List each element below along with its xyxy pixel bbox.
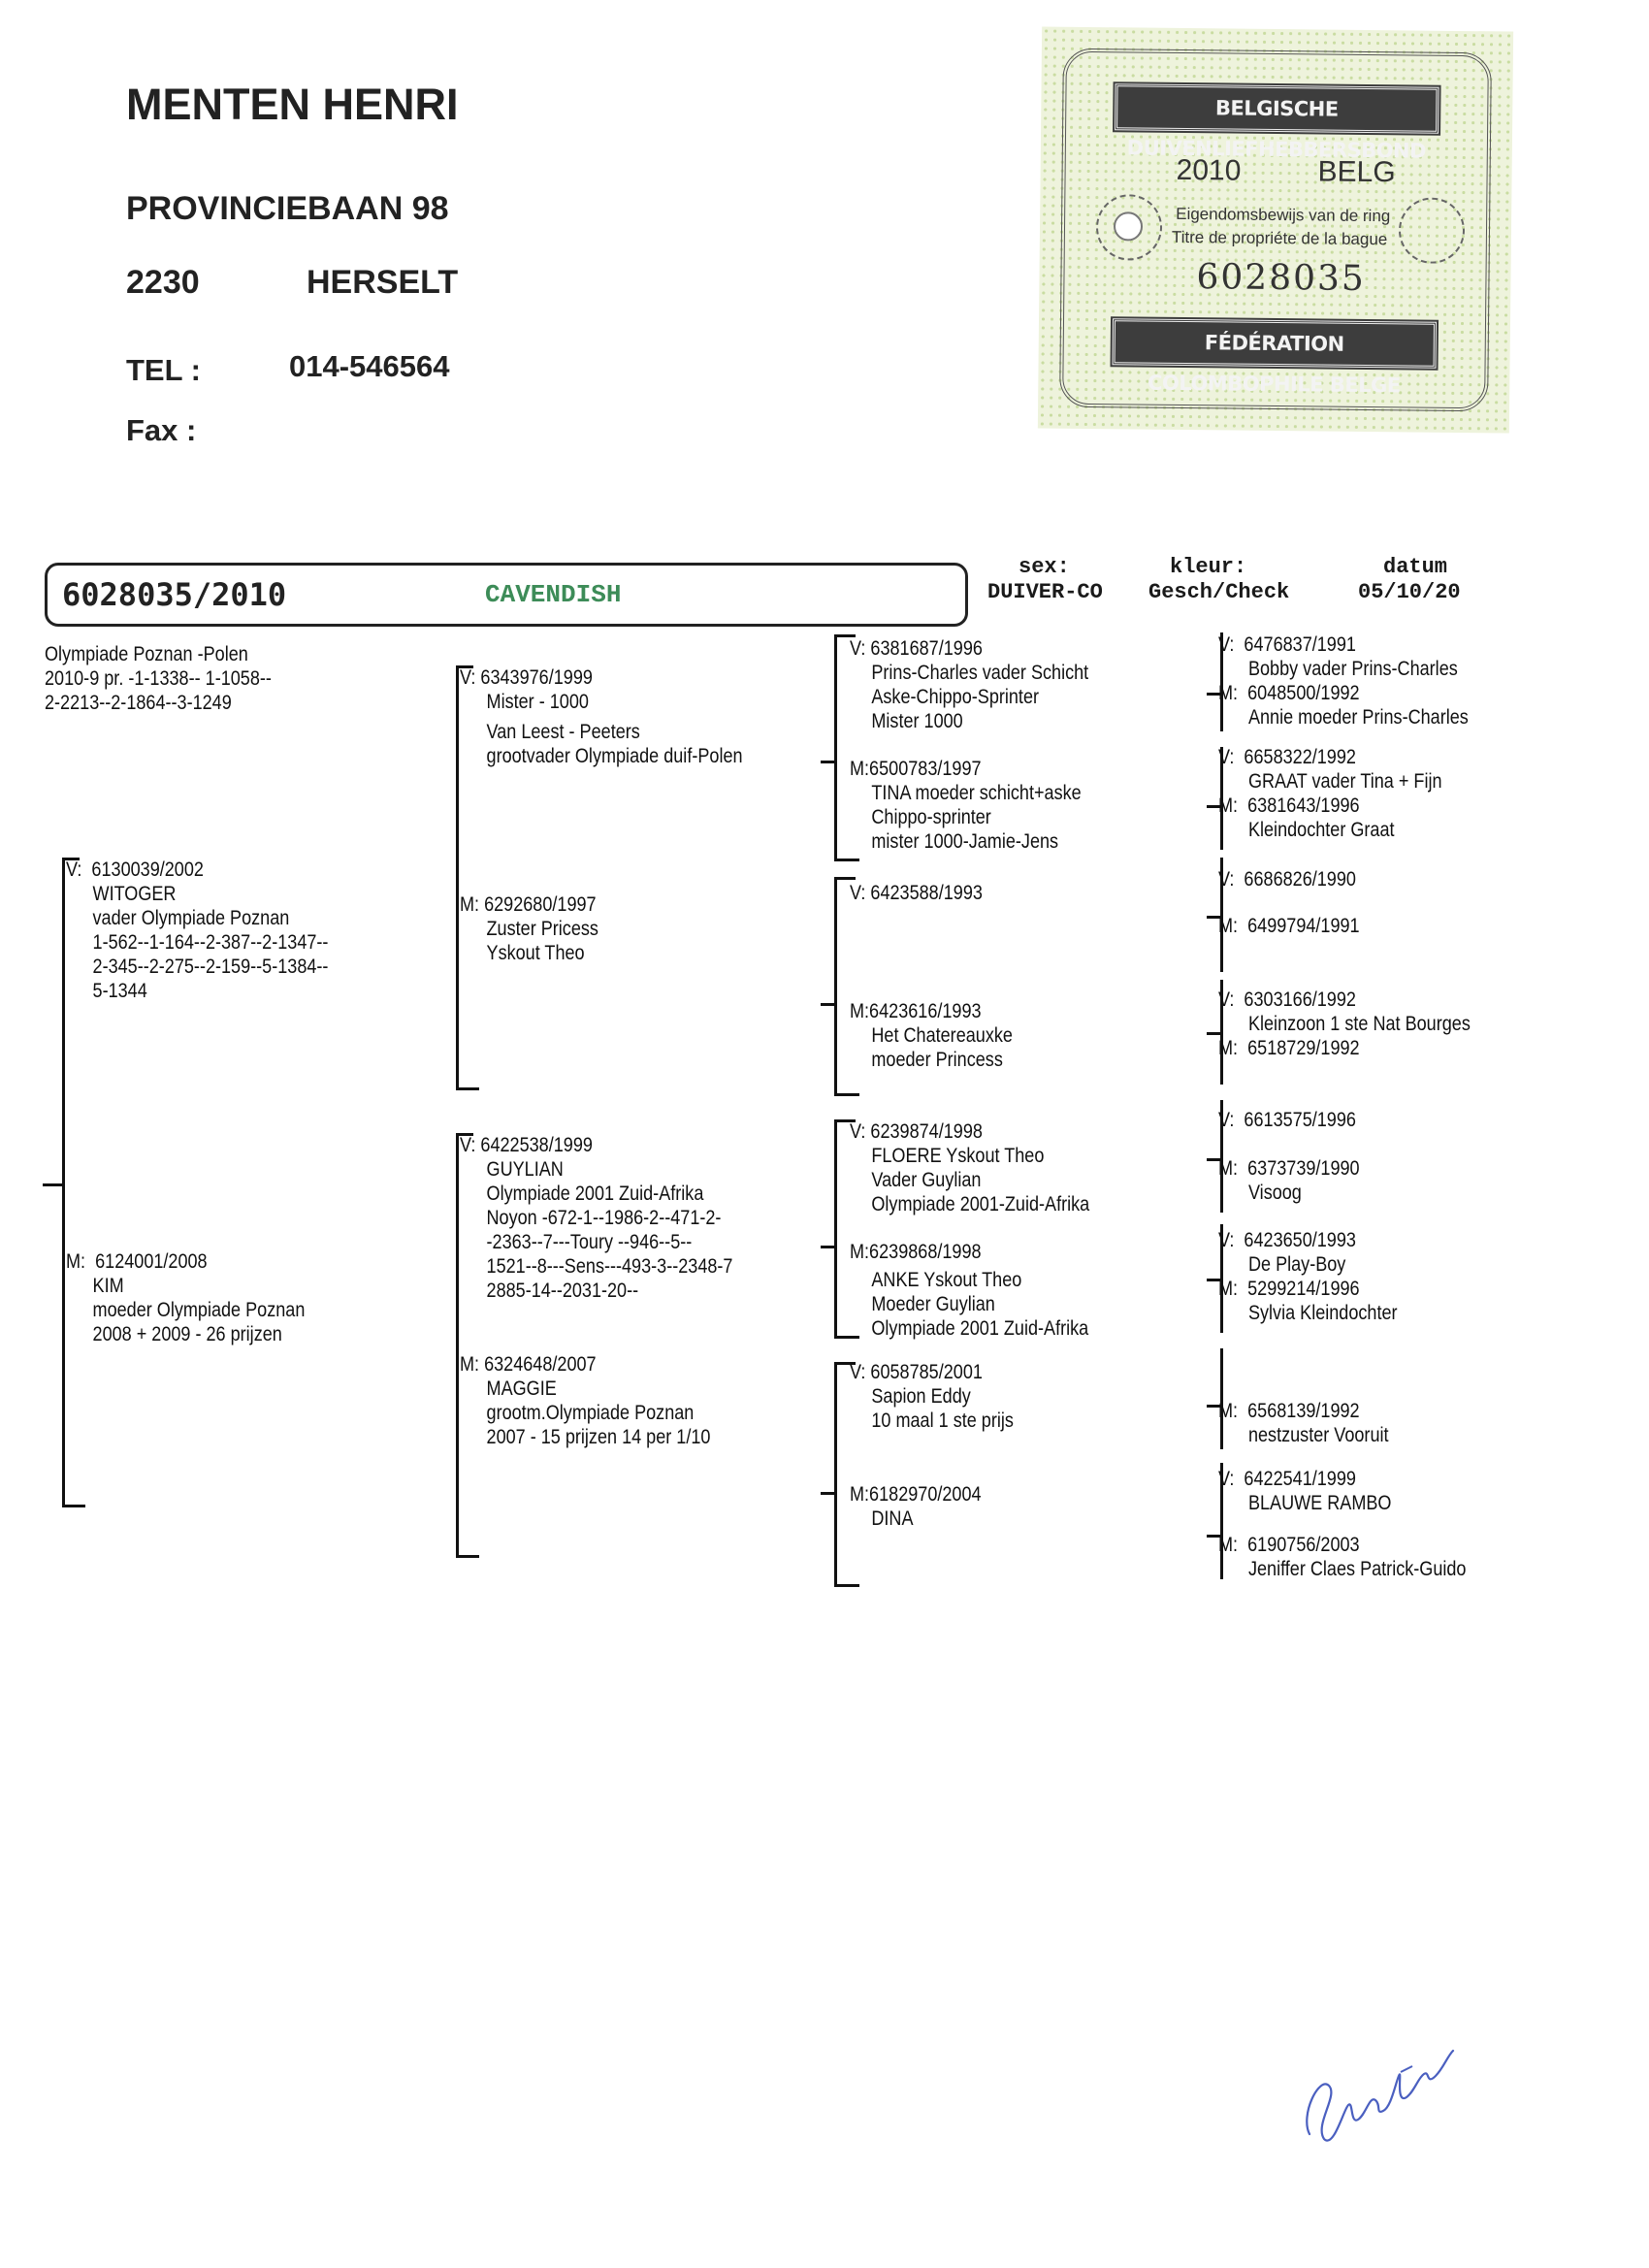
parent-label: M:	[850, 758, 870, 780]
detail-line: mister 1000-Jamie-Jens	[871, 830, 1059, 853]
detail-line: 1521--8---Sens---493-3--2348-7	[486, 1255, 733, 1278]
gen3-bracket	[834, 634, 837, 861]
owner-postcode: 2230	[126, 264, 200, 301]
detail-line: 2007 - 15 prijzen 14 per 1/10	[486, 1426, 711, 1448]
detail-line: moeder Princess	[871, 1049, 1003, 1071]
date-value: 05/10/20	[1358, 580, 1461, 604]
gen4-entry	[1218, 632, 1458, 681]
parent-label: M:	[460, 1353, 480, 1376]
ring-number: 6499794/1991	[1247, 915, 1360, 937]
punch-hole	[1114, 211, 1143, 241]
gen3-entry	[850, 1240, 1088, 1341]
gen3-entry	[850, 757, 1082, 854]
ring-number: 6476837/1991	[1244, 633, 1356, 656]
parent-label: M:	[1218, 1157, 1239, 1180]
parent-label: V:	[850, 1120, 866, 1143]
gen2-bracket	[456, 665, 459, 1090]
parent-label: M:	[1218, 1534, 1239, 1556]
detail-line: 5-1344	[92, 980, 147, 1002]
note: De Play-Boy	[1247, 1253, 1346, 1276]
note: Annie moeder Prins-Charles	[1247, 706, 1469, 729]
gen3-entry	[850, 999, 1013, 1072]
gen1-bracket	[62, 858, 65, 1507]
detail-line: Noyon -672-1--1986-2--471-2-	[486, 1207, 722, 1229]
ring-number: 6373739/1990	[1247, 1157, 1360, 1180]
bird-name: CAVENDISH	[485, 580, 622, 609]
note: Visoog	[1247, 1182, 1302, 1204]
ring-number: 6048500/1992	[1247, 682, 1360, 704]
detail-line: Chippo-sprinter	[871, 806, 991, 828]
parent-label: V:	[460, 1134, 476, 1156]
ring-number: 6182970/2004	[869, 1483, 982, 1506]
color-label: kleur:	[1170, 555, 1247, 579]
ring-number: 6058785/2001	[870, 1361, 983, 1383]
card-text-nl: Eigendomsbewijs van de ring	[1176, 204, 1391, 226]
gen3-entry	[850, 1482, 982, 1531]
note: nestzuster Vooruit	[1247, 1424, 1389, 1446]
gen3-bracket	[834, 1093, 859, 1096]
color-value: Gesch/Check	[1148, 580, 1290, 604]
gen2-mother-mother	[460, 1352, 710, 1449]
owner-street: PROVINCIEBAAN 98	[126, 190, 449, 227]
detail-line: 10 maal 1 ste prijs	[871, 1409, 1014, 1432]
gen3-entry	[850, 636, 1088, 733]
detail-line: grootm.Olympiade Poznan	[486, 1402, 695, 1424]
note: Kleindochter Graat	[1247, 819, 1395, 841]
gen3-bracket	[821, 761, 834, 763]
gen4-entry	[1218, 681, 1469, 729]
gen2-bracket	[456, 1555, 479, 1558]
gen4-entry	[1218, 1108, 1356, 1132]
detail-line: 2008 + 2009 - 26 prijzen	[92, 1323, 282, 1345]
ring-number: 6381687/1996	[870, 637, 983, 660]
detail-line: WITOGER	[92, 883, 177, 905]
gen4-entry	[1218, 1036, 1360, 1060]
ring-number: 6239874/1998	[870, 1120, 983, 1143]
sex-value: DUIVER-CO	[987, 580, 1103, 604]
card-year: 2010	[1176, 153, 1242, 187]
parent-label: V:	[66, 859, 82, 881]
detail-line: Mister - 1000	[486, 691, 589, 713]
ring-number: 6239868/1998	[869, 1241, 982, 1263]
gen1-bracket	[62, 1505, 85, 1507]
gen4-entry	[1218, 794, 1395, 842]
ring-number: 6518729/1992	[1247, 1037, 1360, 1059]
ring-number: 5299214/1996	[1247, 1278, 1360, 1300]
ring-number: 6422541/1999	[1244, 1468, 1356, 1490]
bird-notes	[45, 642, 272, 715]
card-text-fr: Titre de propriéte de la bague	[1171, 227, 1388, 249]
gen4-entry	[1218, 1156, 1360, 1205]
owner-name: MENTEN HENRI	[126, 80, 459, 129]
detail-line: MAGGIE	[486, 1377, 557, 1400]
detail-line: Yskout Theo	[486, 942, 585, 964]
parent-label: V:	[1218, 633, 1235, 656]
gen2-bracket	[456, 1133, 459, 1558]
detail-line: GUYLIAN	[486, 1158, 564, 1181]
bird-note-line: 2010-9 pr. -1-1338-- 1-1058--	[45, 667, 272, 690]
gen4-entry	[1218, 1467, 1391, 1515]
ring-ownership-card	[1038, 26, 1513, 433]
crown-emblem-icon	[1399, 197, 1466, 264]
gen3-bracket	[821, 1492, 834, 1495]
note: Kleinzoon 1 ste Nat Bourges	[1247, 1013, 1471, 1035]
gen1-father	[66, 858, 328, 1003]
ring-number: 6324648/2007	[484, 1353, 597, 1376]
card-ring-number: 6028035	[1196, 257, 1367, 299]
detail-line: Sapion Eddy	[871, 1385, 971, 1408]
parent-label: V:	[1218, 1109, 1235, 1131]
tel-label: TEL :	[126, 353, 201, 387]
date-label: datum	[1383, 555, 1448, 579]
gen2-bracket	[456, 1087, 479, 1090]
gen4-entry	[1218, 1277, 1398, 1325]
gen4-entry	[1218, 914, 1360, 938]
parent-label: M:	[66, 1250, 86, 1273]
gen2-father-father	[460, 665, 743, 768]
gen3-bracket	[834, 1584, 859, 1587]
card-bottom-band: FÉDÉRATION COLOMBOPHILE BELGE	[1113, 318, 1437, 368]
gen3-entry	[850, 1360, 1014, 1433]
ring-number: 6658322/1992	[1244, 746, 1356, 768]
detail-line: Olympiade 2001 Zuid-Afrika	[486, 1183, 704, 1205]
gen1-mother	[66, 1249, 305, 1346]
parent-label: M:	[1218, 1278, 1239, 1300]
ring-number: 6613575/1996	[1244, 1109, 1356, 1131]
parent-label: M:	[1218, 915, 1239, 937]
ring-number: 6423616/1993	[869, 1000, 982, 1022]
parent-label: V:	[850, 882, 866, 904]
gen3-bracket	[821, 1003, 834, 1006]
note: Bobby vader Prins-Charles	[1247, 658, 1458, 680]
gen1-bracket	[43, 1183, 62, 1186]
note: BLAUWE RAMBO	[1247, 1492, 1392, 1514]
parent-label: V:	[850, 1361, 866, 1383]
gen4-entry	[1218, 867, 1356, 891]
parent-label: V:	[850, 637, 866, 660]
ring-number: 6124001/2008	[95, 1250, 208, 1273]
detail-line: Zuster Pricess	[486, 918, 598, 940]
ring-number: 6423650/1993	[1244, 1229, 1356, 1251]
detail-line: vader Olympiade Poznan	[92, 907, 290, 929]
detail-line: 2885-14--2031-20--	[486, 1280, 639, 1302]
gen2-father-mother	[460, 892, 598, 965]
gen3-bracket	[834, 877, 856, 880]
gen4-entry	[1218, 745, 1442, 794]
fax-label: Fax :	[126, 413, 197, 447]
detail-line: 1-562--1-164--2-387--2-1347--	[92, 931, 329, 954]
parent-label: M:	[1218, 794, 1239, 817]
gen3-bracket	[834, 877, 837, 1096]
note: GRAAT vader Tina + Fijn	[1247, 770, 1442, 793]
parent-label: V:	[460, 666, 476, 689]
parent-label: V:	[1218, 1468, 1235, 1490]
detail-line: Olympiade 2001-Zuid-Afrika	[871, 1193, 1090, 1215]
detail-line: KIM	[92, 1275, 124, 1297]
parent-label: V:	[1218, 868, 1235, 891]
ring-number: 6303166/1992	[1244, 988, 1356, 1011]
detail-line: 2-345--2-275--2-159--5-1384--	[92, 956, 329, 978]
gen4-entry	[1218, 1228, 1356, 1277]
gen4-entry	[1218, 1399, 1389, 1447]
gen2-mother-father	[460, 1133, 732, 1303]
ring-number: 6190756/2003	[1247, 1534, 1360, 1556]
parent-label: M:	[460, 893, 480, 916]
detail-line: Aske-Chippo-Sprinter	[871, 686, 1040, 708]
ring-number: 6381643/1996	[1247, 794, 1360, 817]
owner-city: HERSELT	[307, 264, 459, 301]
detail-line: Moeder Guylian	[871, 1293, 995, 1315]
ring-number: 6422538/1999	[480, 1134, 593, 1156]
ring-number: 6292680/1997	[484, 893, 597, 916]
bird-note-line: Olympiade Poznan -Polen	[45, 643, 248, 665]
ring-number: 6568139/1992	[1247, 1400, 1360, 1422]
gen4-entry	[1218, 988, 1471, 1036]
gen3-bracket	[834, 859, 859, 861]
parent-label: M:	[1218, 682, 1239, 704]
parent-label: V:	[1218, 746, 1235, 768]
detail-line: Het Chatereauxke	[871, 1024, 1013, 1047]
detail-line: Olympiade 2001 Zuid-Afrika	[871, 1317, 1089, 1340]
detail-line: FLOERE Yskout Theo	[871, 1145, 1045, 1167]
detail-line: Vader Guylian	[871, 1169, 982, 1191]
detail-line: moeder Olympiade Poznan	[92, 1299, 306, 1321]
ring-number: 6423588/1993	[870, 882, 983, 904]
ring-number: 6686826/1990	[1244, 868, 1356, 891]
bird-note-line: 2-2213--2-1864--3-1249	[45, 692, 232, 714]
ring-number: 6130039/2002	[91, 859, 204, 881]
parent-label: V:	[1218, 1229, 1235, 1251]
ring-number: 6500783/1997	[869, 758, 982, 780]
note: Sylvia Kleindochter	[1247, 1302, 1398, 1324]
gen3-bracket	[834, 1362, 837, 1587]
note: Jeniffer Claes Patrick-Guido	[1247, 1558, 1467, 1580]
parent-label: M:	[850, 1483, 870, 1506]
gen3-entry	[850, 881, 983, 905]
tel-value: 014-546564	[289, 349, 450, 383]
detail-line: Mister 1000	[871, 710, 963, 732]
detail-line: TINA moeder schicht+aske	[871, 782, 1082, 804]
gen4-entry	[1218, 1533, 1466, 1581]
detail-line: Prins-Charles vader Schicht	[871, 662, 1089, 684]
parent-label: M:	[1218, 1400, 1239, 1422]
detail-line: ANKE Yskout Theo	[871, 1269, 1022, 1291]
parent-label: M:	[850, 1000, 870, 1022]
sex-label: sex:	[1018, 555, 1070, 579]
gen3-bracket	[834, 1119, 837, 1339]
detail-line: grootvader Olympiade duif-Polen	[486, 745, 743, 767]
ring-number: 6343976/1999	[480, 666, 593, 689]
bird-ring: 6028035/2010	[62, 576, 287, 613]
handwritten-signature	[1290, 2018, 1465, 2163]
detail-line: -2363--7---Toury --946--5--	[486, 1231, 693, 1253]
detail-line: DINA	[871, 1507, 914, 1530]
parent-label: M:	[1218, 1037, 1239, 1059]
parent-label: M:	[850, 1241, 870, 1263]
gen3-entry	[850, 1119, 1089, 1216]
card-top-band: BELGISCHE DUIVENLIEFHEBBERSBOND	[1115, 83, 1439, 133]
detail-line: Van Leest - Peeters	[486, 721, 640, 743]
card-country: BELG	[1317, 155, 1396, 189]
gen3-bracket	[821, 1246, 834, 1248]
parent-label: V:	[1218, 988, 1235, 1011]
